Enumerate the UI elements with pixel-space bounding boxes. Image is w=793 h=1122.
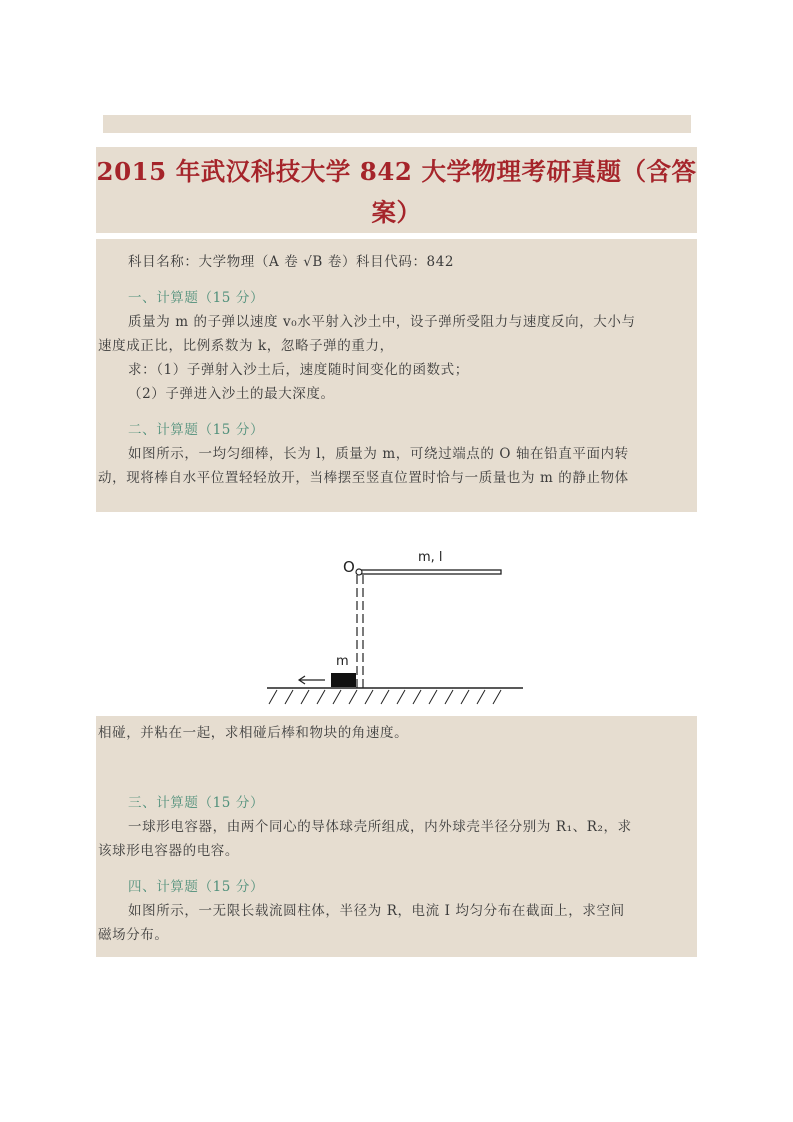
content-section-2 bbox=[96, 716, 697, 957]
pivot-label: O bbox=[343, 558, 355, 576]
q1-heading: 一、计算题（15 分） bbox=[128, 290, 265, 306]
rod-collision-figure bbox=[255, 545, 535, 710]
header-band bbox=[103, 115, 691, 133]
q3-text: 一球形电容器，由两个同心的导体球壳所组成，内外球壳半径分别为 R₁、R₂，求 bbox=[128, 819, 632, 835]
block bbox=[331, 673, 356, 687]
q2-text: 动，现将棒自水平位置轻轻放开，当棒摆至竖直位置时恰与一质量也为 m 的静止物体 bbox=[98, 470, 629, 486]
q1-text: 质量为 m 的子弹以速度 v₀水平射入沙土中，设子弹所受阻力与速度反向，大小与 bbox=[128, 314, 636, 330]
page-title: 2015 年武汉科技大学 842 大学物理考研真题（含答案） bbox=[96, 147, 697, 233]
q4-text: 磁场分布。 bbox=[98, 927, 169, 943]
rod-label: m, l bbox=[418, 550, 443, 565]
q1-text: 求：（1）子弹射入沙土后，速度随时间变化的函数式； bbox=[128, 362, 469, 378]
q1-text: 速度成正比，比例系数为 k，忽略子弹的重力， bbox=[98, 338, 394, 354]
q4-text: 如图所示，一无限长载流圆柱体，半径为 R，电流 I 均匀分布在截面上，求空间 bbox=[128, 903, 625, 919]
q2-heading: 二、计算题（15 分） bbox=[128, 422, 265, 438]
pivot-point bbox=[356, 569, 362, 575]
q3-heading: 三、计算题（15 分） bbox=[128, 795, 265, 811]
q3-text: 该球形电容器的电容。 bbox=[98, 843, 239, 859]
q2-text: 相碰，并粘在一起，求相碰后棒和物块的角速度。 bbox=[98, 725, 409, 741]
horizontal-rod bbox=[359, 570, 501, 574]
subject-line: 科目名称：大学物理（A 卷 √B 卷）科目代码：842 bbox=[128, 254, 455, 270]
ground-hatching bbox=[269, 690, 501, 704]
content-section-1 bbox=[96, 239, 697, 512]
q2-text: 如图所示，一均匀细棒，长为 l，质量为 m，可绕过端点的 O 轴在铅直平面内转 bbox=[128, 446, 629, 462]
q4-heading: 四、计算题（15 分） bbox=[128, 879, 265, 895]
block-label: m bbox=[336, 654, 349, 669]
q1-text: （2）子弹进入沙土的最大深度。 bbox=[128, 386, 335, 402]
